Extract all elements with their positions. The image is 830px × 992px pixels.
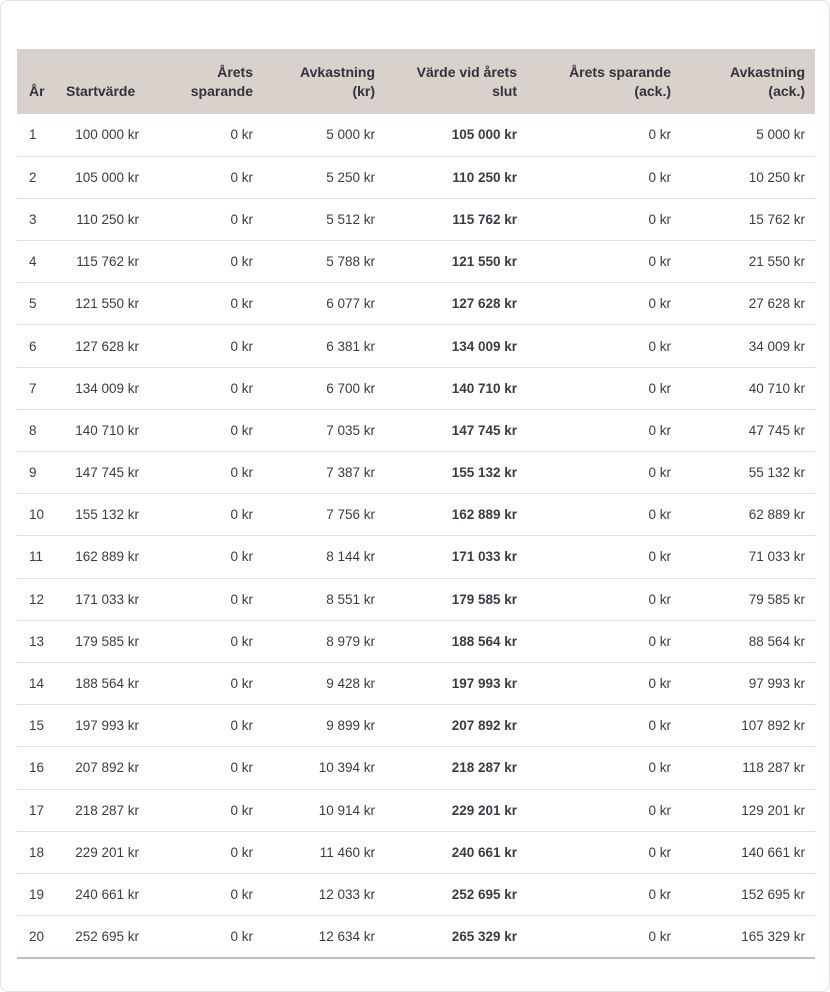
- table-row: [17, 620, 815, 662]
- table-cell: 12: [17, 578, 57, 620]
- table-cell: 14: [17, 662, 57, 704]
- table-cell: 4: [17, 241, 57, 283]
- table-cell: 171 033 kr: [385, 536, 527, 578]
- column-header-line: (kr): [352, 83, 375, 99]
- table-cell: 252 695 kr: [385, 873, 527, 915]
- table-cell: 0 kr: [527, 620, 681, 662]
- table-cell: 0 kr: [149, 578, 263, 620]
- table-cell: 7: [17, 367, 57, 409]
- table-cell: 134 009 kr: [385, 325, 527, 367]
- table-cell: 207 892 kr: [57, 747, 149, 789]
- table-cell: 0 kr: [527, 873, 681, 915]
- table-cell: 0 kr: [527, 578, 681, 620]
- table-cell: 207 892 kr: [385, 705, 527, 747]
- table-cell: 0 kr: [527, 241, 681, 283]
- table-cell: 0 kr: [149, 831, 263, 873]
- table-cell: 0 kr: [149, 494, 263, 536]
- column-header-line: År: [29, 83, 45, 99]
- table-cell: 9: [17, 452, 57, 494]
- table-cell: 152 695 kr: [681, 873, 815, 915]
- table-cell: 118 287 kr: [681, 747, 815, 789]
- table-cell: 55 132 kr: [681, 452, 815, 494]
- table-cell: 147 745 kr: [385, 409, 527, 451]
- table-cell: 5: [17, 283, 57, 325]
- table-cell: 0 kr: [149, 409, 263, 451]
- table-cell: 0 kr: [149, 114, 263, 156]
- table-row: [17, 156, 815, 198]
- table-row: [17, 325, 815, 367]
- table-cell: 0 kr: [149, 873, 263, 915]
- table-row: [17, 536, 815, 578]
- table-cell: 11: [17, 536, 57, 578]
- table-cell: 252 695 kr: [57, 916, 149, 958]
- table-cell: 171 033 kr: [57, 578, 149, 620]
- table-row: [17, 578, 815, 620]
- table-cell: 34 009 kr: [681, 325, 815, 367]
- savings-projection-table: [17, 49, 815, 959]
- table-cell: 127 628 kr: [57, 325, 149, 367]
- column-header-line: Startvärde: [66, 83, 136, 99]
- table-cell: 0 kr: [149, 156, 263, 198]
- table-cell: 7 035 kr: [263, 409, 385, 451]
- table-cell: 0 kr: [149, 705, 263, 747]
- table-cell: 0 kr: [149, 536, 263, 578]
- table-cell: 5 000 kr: [681, 114, 815, 156]
- table-row: [17, 409, 815, 451]
- table-row: [17, 114, 815, 156]
- table-cell: 179 585 kr: [385, 578, 527, 620]
- table-cell: 1: [17, 114, 57, 156]
- table-cell: 147 745 kr: [57, 452, 149, 494]
- table-cell: 8 551 kr: [263, 578, 385, 620]
- table-row: [17, 916, 815, 958]
- table-cell: 0 kr: [527, 494, 681, 536]
- table-cell: 165 329 kr: [681, 916, 815, 958]
- table-header-row: [17, 49, 815, 114]
- table-cell: 71 033 kr: [681, 536, 815, 578]
- table-row: [17, 705, 815, 747]
- table-cell: 5 000 kr: [263, 114, 385, 156]
- table-cell: 240 661 kr: [385, 831, 527, 873]
- table-cell: 20: [17, 916, 57, 958]
- table-cell: 107 892 kr: [681, 705, 815, 747]
- table-cell: 115 762 kr: [57, 241, 149, 283]
- table-cell: 110 250 kr: [57, 198, 149, 240]
- table-cell: 0 kr: [527, 325, 681, 367]
- table-row: [17, 452, 815, 494]
- table-cell: 140 710 kr: [385, 367, 527, 409]
- table-cell: 62 889 kr: [681, 494, 815, 536]
- table-cell: 0 kr: [149, 789, 263, 831]
- table-cell: 0 kr: [149, 283, 263, 325]
- table-cell: 0 kr: [527, 705, 681, 747]
- table-cell: 6 700 kr: [263, 367, 385, 409]
- table-cell: 110 250 kr: [385, 156, 527, 198]
- table-cell: 0 kr: [527, 662, 681, 704]
- table-cell: 0 kr: [149, 325, 263, 367]
- table-cell: 2: [17, 156, 57, 198]
- column-header-2: [57, 49, 149, 114]
- table-cell: 127 628 kr: [385, 283, 527, 325]
- table-cell: 5 250 kr: [263, 156, 385, 198]
- table-cell: 197 993 kr: [385, 662, 527, 704]
- table-cell: 0 kr: [527, 409, 681, 451]
- table-cell: 140 661 kr: [681, 831, 815, 873]
- table-cell: 229 201 kr: [385, 789, 527, 831]
- table-cell: 6: [17, 325, 57, 367]
- table-cell: 0 kr: [527, 156, 681, 198]
- table-cell: 0 kr: [527, 916, 681, 958]
- table-cell: 229 201 kr: [57, 831, 149, 873]
- table-cell: 0 kr: [527, 747, 681, 789]
- table-cell: 0 kr: [527, 198, 681, 240]
- table-cell: 162 889 kr: [385, 494, 527, 536]
- table-cell: 18: [17, 831, 57, 873]
- table-cell: 19: [17, 873, 57, 915]
- table-row: [17, 789, 815, 831]
- table-cell: 0 kr: [527, 536, 681, 578]
- column-header-line: (ack.): [768, 83, 805, 99]
- table-cell: 0 kr: [149, 620, 263, 662]
- table-cell: 12 033 kr: [263, 873, 385, 915]
- table-cell: 15: [17, 705, 57, 747]
- table-cell: 9 899 kr: [263, 705, 385, 747]
- table-cell: 15 762 kr: [681, 198, 815, 240]
- table-cell: 240 661 kr: [57, 873, 149, 915]
- table-cell: 188 564 kr: [57, 662, 149, 704]
- column-header-1: [17, 49, 57, 114]
- table-cell: 8: [17, 409, 57, 451]
- column-header-line: Avkastning: [300, 64, 375, 80]
- table-cell: 17: [17, 789, 57, 831]
- table-cell: 21 550 kr: [681, 241, 815, 283]
- column-header-line: Värde vid årets: [416, 64, 517, 80]
- table-cell: 40 710 kr: [681, 367, 815, 409]
- table-row: [17, 367, 815, 409]
- table-cell: 5 788 kr: [263, 241, 385, 283]
- table-cell: 9 428 kr: [263, 662, 385, 704]
- column-header-line: Årets sparande: [569, 64, 671, 80]
- table-cell: 8 144 kr: [263, 536, 385, 578]
- table-cell: 0 kr: [527, 789, 681, 831]
- table-cell: 3: [17, 198, 57, 240]
- table-row: [17, 747, 815, 789]
- table-cell: 0 kr: [527, 831, 681, 873]
- table-cell: 0 kr: [149, 747, 263, 789]
- table-row: [17, 662, 815, 704]
- table-cell: 0 kr: [527, 367, 681, 409]
- table-cell: 97 993 kr: [681, 662, 815, 704]
- table-cell: 5 512 kr: [263, 198, 385, 240]
- table-cell: 121 550 kr: [57, 283, 149, 325]
- table-cell: 218 287 kr: [57, 789, 149, 831]
- table-row: [17, 494, 815, 536]
- table-cell: 8 979 kr: [263, 620, 385, 662]
- table-row: [17, 873, 815, 915]
- table-row: [17, 241, 815, 283]
- table-cell: 12 634 kr: [263, 916, 385, 958]
- table-cell: 0 kr: [149, 662, 263, 704]
- table-cell: 0 kr: [527, 283, 681, 325]
- column-header-line: sparande: [190, 83, 253, 99]
- table-row: [17, 283, 815, 325]
- table-body: [17, 114, 815, 958]
- column-header-7: [681, 49, 815, 114]
- table-cell: 0 kr: [149, 241, 263, 283]
- table-cell: 105 000 kr: [385, 114, 527, 156]
- table-cell: 10 394 kr: [263, 747, 385, 789]
- table-cell: 10: [17, 494, 57, 536]
- table-cell: 155 132 kr: [385, 452, 527, 494]
- table-cell: 134 009 kr: [57, 367, 149, 409]
- column-header-line: (ack.): [634, 83, 671, 99]
- table-cell: 6 077 kr: [263, 283, 385, 325]
- column-header-line: slut: [492, 83, 517, 99]
- table-cell: 129 201 kr: [681, 789, 815, 831]
- table-cell: 27 628 kr: [681, 283, 815, 325]
- table-row: [17, 831, 815, 873]
- table-cell: 11 460 kr: [263, 831, 385, 873]
- column-header-3: [149, 49, 263, 114]
- table-cell: 10 914 kr: [263, 789, 385, 831]
- table-cell: 10 250 kr: [681, 156, 815, 198]
- table-cell: 105 000 kr: [57, 156, 149, 198]
- column-header-line: Årets: [217, 64, 253, 80]
- table-cell: 0 kr: [149, 367, 263, 409]
- table-cell: 100 000 kr: [57, 114, 149, 156]
- table-cell: 6 381 kr: [263, 325, 385, 367]
- column-header-5: [385, 49, 527, 114]
- table-row: [17, 198, 815, 240]
- table-cell: 155 132 kr: [57, 494, 149, 536]
- table-cell: 7 756 kr: [263, 494, 385, 536]
- table-cell: 0 kr: [149, 916, 263, 958]
- table-cell: 0 kr: [527, 452, 681, 494]
- table-cell: 7 387 kr: [263, 452, 385, 494]
- table-cell: 179 585 kr: [57, 620, 149, 662]
- table-cell: 47 745 kr: [681, 409, 815, 451]
- table-cell: 79 585 kr: [681, 578, 815, 620]
- table-cell: 16: [17, 747, 57, 789]
- table-cell: 88 564 kr: [681, 620, 815, 662]
- column-header-6: [527, 49, 681, 114]
- column-header-4: [263, 49, 385, 114]
- column-header-line: Avkastning: [730, 64, 805, 80]
- table-cell: 197 993 kr: [57, 705, 149, 747]
- table-cell: 265 329 kr: [385, 916, 527, 958]
- table-cell: 218 287 kr: [385, 747, 527, 789]
- table-cell: 0 kr: [149, 452, 263, 494]
- table-cell: 13: [17, 620, 57, 662]
- table-cell: 140 710 kr: [57, 409, 149, 451]
- table-header: [17, 49, 815, 114]
- table-cell: 121 550 kr: [385, 241, 527, 283]
- table-cell: 0 kr: [527, 114, 681, 156]
- table-cell: 115 762 kr: [385, 198, 527, 240]
- table-cell: 0 kr: [149, 198, 263, 240]
- table-cell: 162 889 kr: [57, 536, 149, 578]
- table-cell: 188 564 kr: [385, 620, 527, 662]
